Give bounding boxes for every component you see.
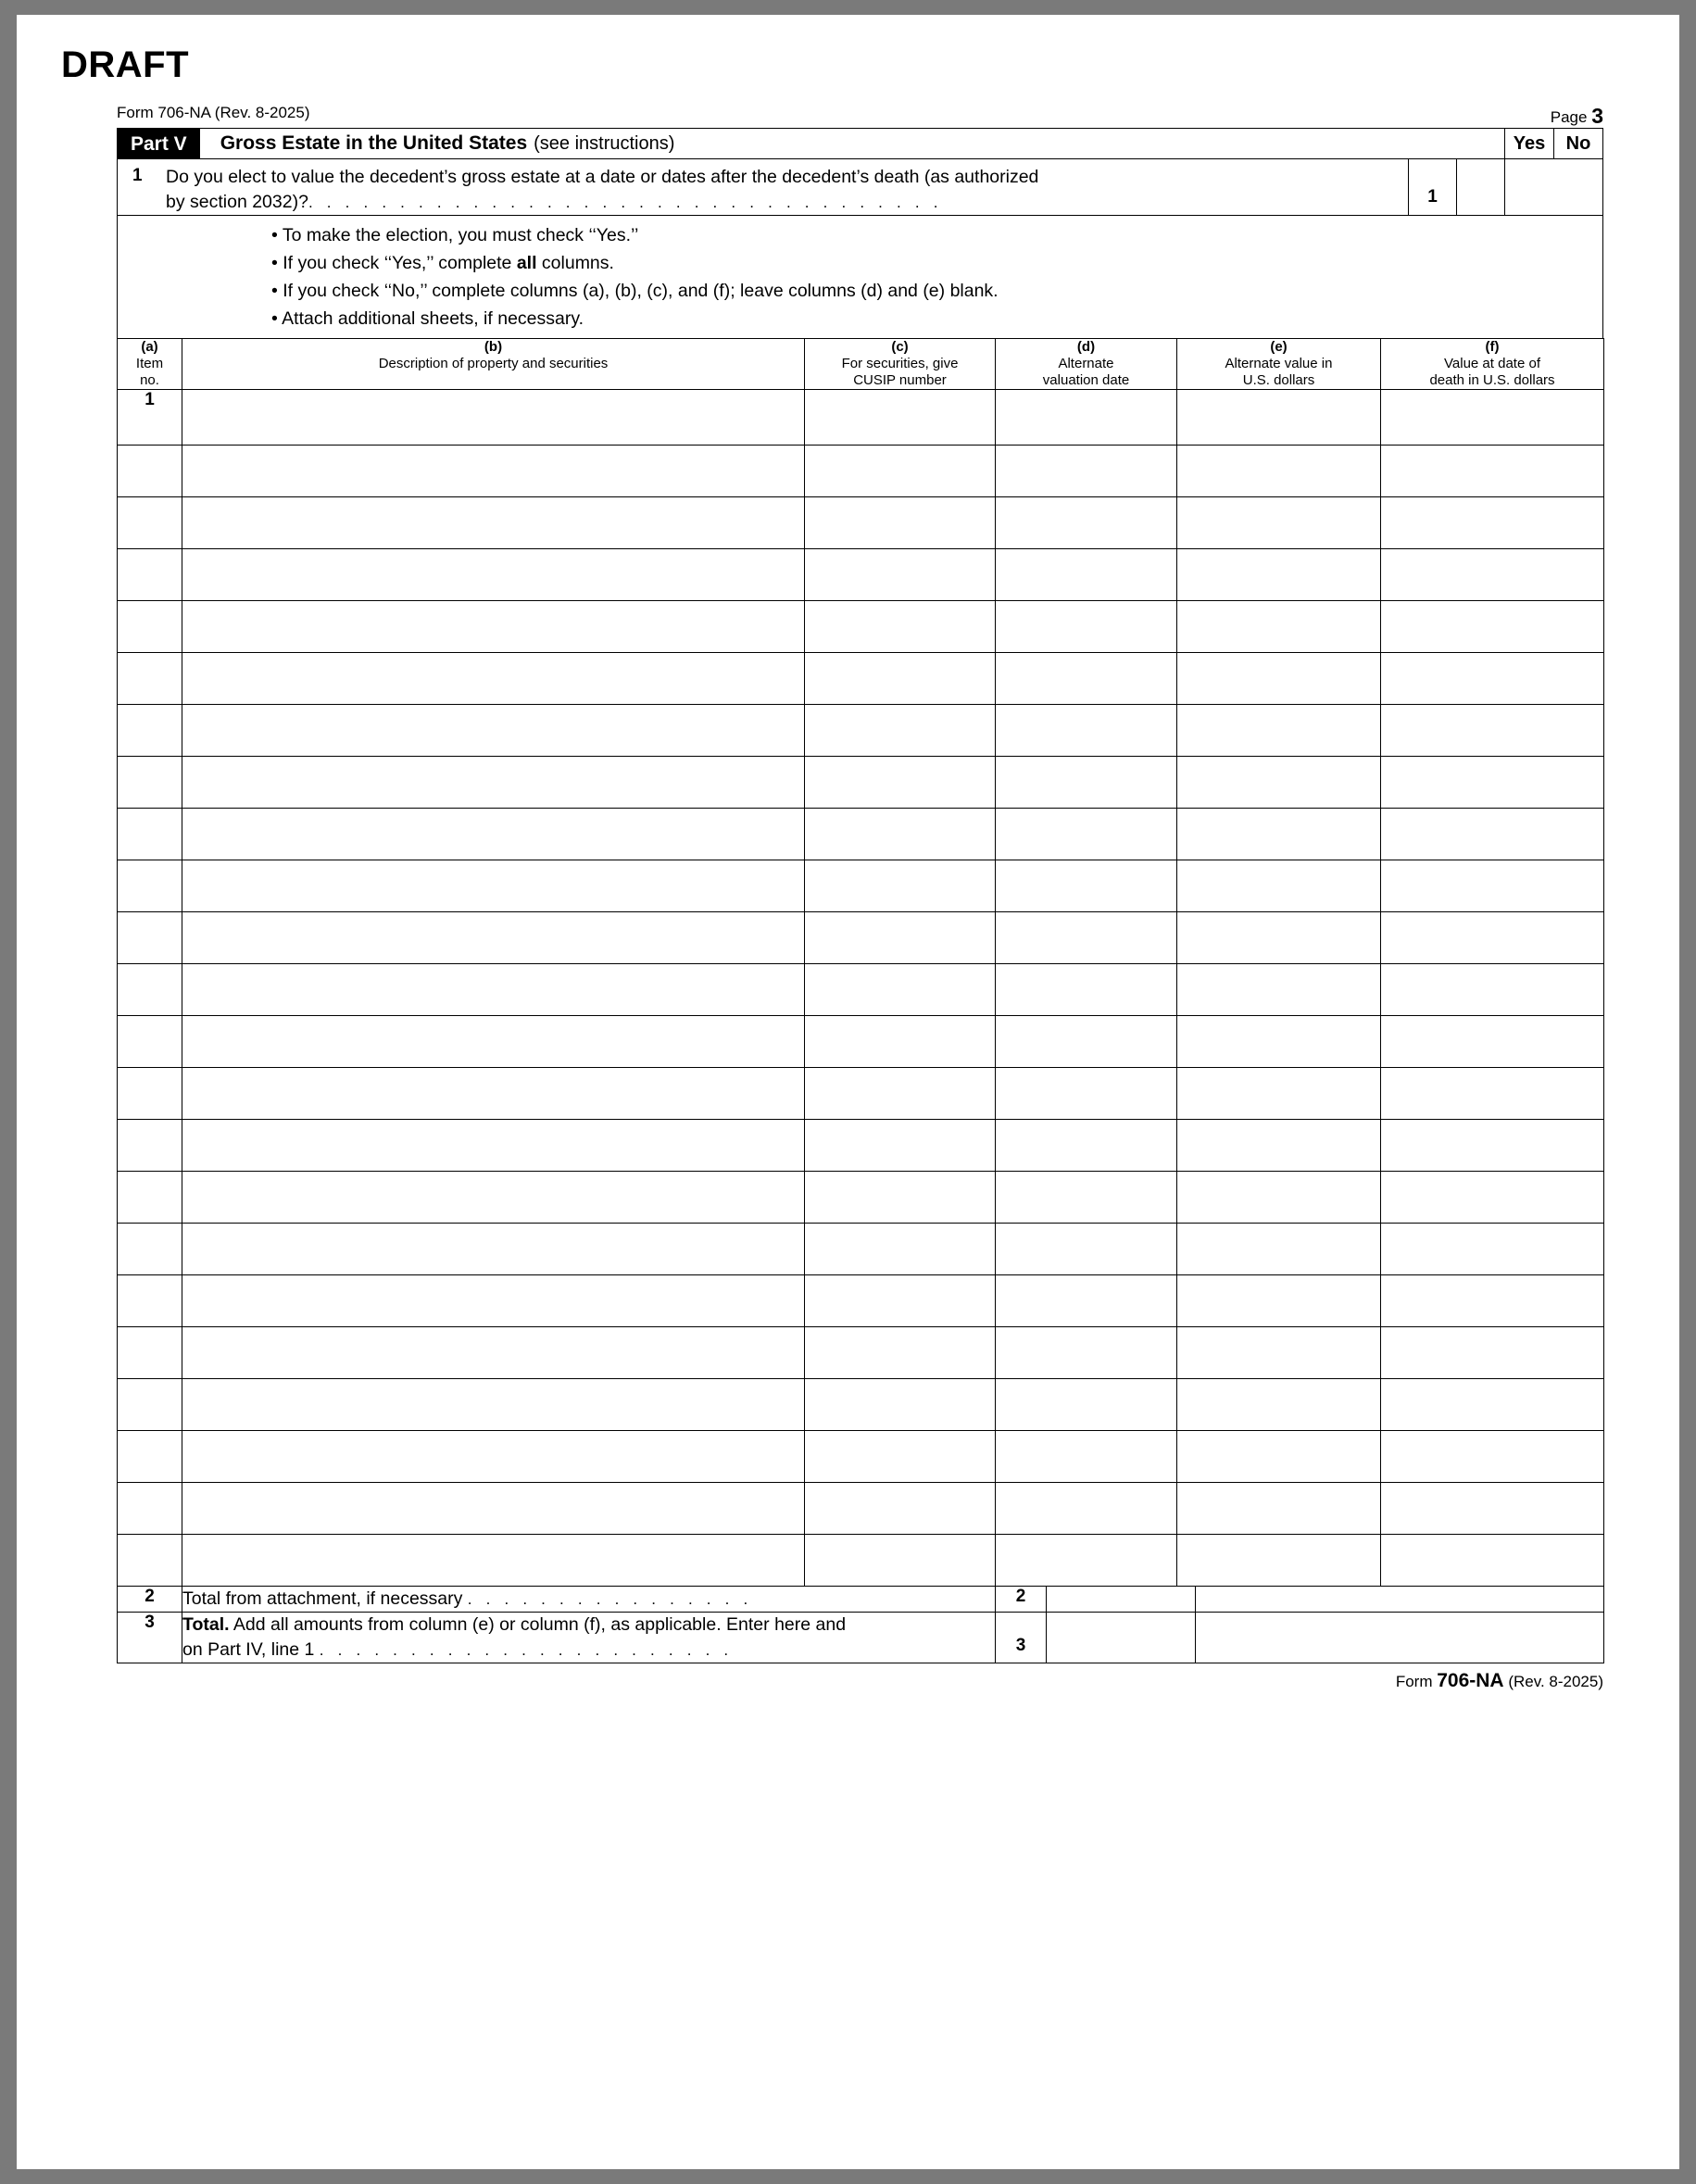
alternate-value-cell[interactable] [1177, 1535, 1381, 1587]
alternate-value-cell[interactable] [1177, 653, 1381, 705]
cusip-cell[interactable] [805, 1327, 996, 1379]
total-row-3-value-e[interactable] [1047, 1613, 1196, 1663]
cusip-cell[interactable] [805, 964, 996, 1016]
alternate-value-cell[interactable] [1177, 390, 1381, 446]
date-of-death-value-cell[interactable] [1381, 912, 1604, 964]
item-number-cell [118, 1224, 182, 1275]
alternate-date-cell[interactable] [996, 964, 1177, 1016]
date-of-death-value-cell[interactable] [1381, 549, 1604, 601]
page-label: Page [1550, 108, 1588, 126]
column-key-b: (b) [484, 339, 503, 355]
alternate-value-cell[interactable] [1177, 757, 1381, 809]
cusip-cell[interactable] [805, 705, 996, 757]
cusip-cell[interactable] [805, 549, 996, 601]
alternate-date-cell[interactable] [996, 1275, 1177, 1327]
column-label-f-line1: Value at date of [1444, 356, 1540, 371]
item-number-cell [118, 1120, 182, 1172]
alternate-value-cell[interactable] [1177, 601, 1381, 653]
alternate-date-cell[interactable] [996, 1120, 1177, 1172]
question-1-row [117, 158, 1603, 216]
question-1-line2: by section 2032)? [166, 192, 308, 212]
part-title-text: Gross Estate in the United States [220, 132, 528, 154]
column-label-d-line1: Alternate [1058, 356, 1114, 371]
table-row [118, 1172, 1604, 1224]
item-number-cell [118, 705, 182, 757]
no-column-header: No [1553, 129, 1602, 158]
cusip-cell[interactable] [805, 497, 996, 549]
alternate-date-cell[interactable] [996, 601, 1177, 653]
cusip-cell[interactable] [805, 1535, 996, 1587]
alternate-value-cell[interactable] [1177, 1483, 1381, 1535]
form-header [117, 104, 1603, 128]
total-row-3-label [182, 1613, 996, 1663]
question-1-number: 1 [132, 166, 143, 185]
item-number-cell [118, 1483, 182, 1535]
total-row-3-line2: on Part IV, line 1 [182, 1639, 315, 1660]
cusip-cell[interactable] [805, 1068, 996, 1120]
question-1-text [166, 165, 1408, 215]
cusip-cell[interactable] [805, 1431, 996, 1483]
footer-prefix: Form [1395, 1673, 1438, 1690]
date-of-death-value-cell[interactable] [1381, 1379, 1604, 1431]
total-row-3 [118, 1613, 1604, 1663]
alternate-value-cell[interactable] [1177, 1327, 1381, 1379]
description-cell[interactable] [182, 1379, 805, 1431]
bullet-2-bold: all [516, 253, 537, 273]
bullet-item [118, 249, 1602, 277]
description-cell[interactable] [182, 757, 805, 809]
alternate-value-cell[interactable] [1177, 705, 1381, 757]
date-of-death-value-cell[interactable] [1381, 1016, 1604, 1068]
total-row-3-number: 3 [118, 1613, 182, 1663]
page-indicator [1551, 104, 1603, 129]
form-page [17, 15, 1679, 2169]
total-row-3-bold: Total. [182, 1614, 230, 1635]
table-row [118, 757, 1604, 809]
cusip-cell[interactable] [805, 809, 996, 860]
alternate-date-cell[interactable] [996, 1224, 1177, 1275]
part-tag: Part V [118, 129, 200, 158]
form-content [117, 104, 1603, 1698]
item-number-cell [118, 1275, 182, 1327]
date-of-death-value-cell[interactable] [1381, 446, 1604, 497]
description-cell[interactable] [182, 705, 805, 757]
total-row-3-leader: . . . . . . . . . . . . . . . . . . . . . . . [319, 1641, 734, 1659]
alternate-date-cell[interactable] [996, 912, 1177, 964]
footer-rev: (Rev. 8-2025) [1503, 1673, 1603, 1690]
item-number-cell [118, 1431, 182, 1483]
cusip-cell[interactable] [805, 446, 996, 497]
alternate-date-cell[interactable] [996, 1535, 1177, 1587]
column-label-b: Description of property and securities [378, 356, 609, 371]
alternate-value-cell[interactable] [1177, 497, 1381, 549]
item-number-cell [118, 1379, 182, 1431]
date-of-death-value-cell[interactable] [1381, 964, 1604, 1016]
total-row-2-text: Total from attachment, if necessary [182, 1588, 463, 1609]
alternate-value-cell[interactable] [1177, 1224, 1381, 1275]
alternate-date-cell[interactable] [996, 1068, 1177, 1120]
column-label-d-line2: valuation date [1042, 372, 1130, 388]
item-number-cell [118, 601, 182, 653]
date-of-death-value-cell[interactable] [1381, 1224, 1604, 1275]
item-number-cell [118, 1172, 182, 1224]
column-key-d: (d) [1076, 339, 1096, 355]
date-of-death-value-cell[interactable] [1381, 1431, 1604, 1483]
gross-estate-table [117, 338, 1604, 1587]
cusip-cell[interactable] [805, 912, 996, 964]
part-v-header [117, 128, 1603, 158]
column-header-c [805, 339, 996, 390]
date-of-death-value-cell[interactable] [1381, 1275, 1604, 1327]
table-header-row [118, 339, 1604, 390]
description-cell[interactable] [182, 549, 805, 601]
alternate-value-cell[interactable] [1177, 809, 1381, 860]
form-id-label: Form 706-NA (Rev. 8-2025) [117, 104, 310, 121]
total-row-2-label [182, 1587, 996, 1613]
table-row [118, 809, 1604, 860]
total-row-2-value-e[interactable] [1047, 1587, 1196, 1613]
alternate-date-cell[interactable] [996, 497, 1177, 549]
alternate-value-cell[interactable] [1177, 1275, 1381, 1327]
total-row-3-line-number: 3 [996, 1613, 1047, 1663]
description-cell[interactable] [182, 1172, 805, 1224]
alternate-date-cell[interactable] [996, 860, 1177, 912]
bullet-item: • To make the election, you must check ‘‘Yes.’’ [271, 225, 639, 245]
date-of-death-value-cell[interactable] [1381, 601, 1604, 653]
table-row [118, 964, 1604, 1016]
column-key-f: (f) [1485, 339, 1500, 355]
table-row [118, 549, 1604, 601]
column-key-c: (c) [891, 339, 909, 355]
table-row [118, 860, 1604, 912]
description-cell[interactable] [182, 1327, 805, 1379]
date-of-death-value-cell[interactable] [1381, 1120, 1604, 1172]
cusip-cell[interactable] [805, 1275, 996, 1327]
description-cell[interactable] [182, 1535, 805, 1587]
item-number-cell [118, 446, 182, 497]
column-header-d [996, 339, 1177, 390]
description-cell[interactable] [182, 390, 805, 446]
alternate-date-cell[interactable] [996, 1327, 1177, 1379]
description-cell[interactable] [182, 809, 805, 860]
item-number-cell [118, 1016, 182, 1068]
totals-table [117, 1586, 1604, 1663]
alternate-date-cell[interactable] [996, 809, 1177, 860]
alternate-date-cell[interactable] [996, 705, 1177, 757]
item-number-cell [118, 809, 182, 860]
cusip-cell[interactable] [805, 1483, 996, 1535]
table-row [118, 653, 1604, 705]
table-row [118, 912, 1604, 964]
item-number-cell [118, 1068, 182, 1120]
bullet-item: • Attach additional sheets, if necessary. [271, 308, 584, 329]
description-cell[interactable] [182, 601, 805, 653]
column-header-b [182, 339, 805, 390]
date-of-death-value-cell[interactable] [1381, 757, 1604, 809]
table-row [118, 1379, 1604, 1431]
description-cell[interactable] [182, 497, 805, 549]
alternate-value-cell[interactable] [1177, 1379, 1381, 1431]
column-label-c-line1: For securities, give [841, 356, 959, 371]
total-row-3-text: Add all amounts from column (e) or column (f), as applicable. Enter here and [229, 1614, 847, 1635]
question-1-leader: . . . . . . . . . . . . . . . . . . . . . . . . . . . . . . . . . . . [308, 194, 943, 211]
table-body [118, 390, 1604, 1587]
table-row [118, 1016, 1604, 1068]
cusip-cell[interactable] [805, 1224, 996, 1275]
item-number-cell [118, 1327, 182, 1379]
cusip-cell[interactable] [805, 1120, 996, 1172]
table-row [118, 446, 1604, 497]
description-cell[interactable] [182, 1431, 805, 1483]
alternate-value-cell[interactable] [1177, 860, 1381, 912]
column-label-f-line2: death in U.S. dollars [1429, 372, 1555, 388]
date-of-death-value-cell[interactable] [1381, 1068, 1604, 1120]
description-cell[interactable] [182, 1224, 805, 1275]
alternate-date-cell[interactable] [996, 1016, 1177, 1068]
alternate-value-cell[interactable] [1177, 446, 1381, 497]
item-number-cell [118, 549, 182, 601]
part-title [200, 129, 1504, 158]
item-number-cell [118, 1535, 182, 1587]
alternate-date-cell[interactable] [996, 1431, 1177, 1483]
part-title-note: (see instructions) [534, 132, 675, 154]
date-of-death-value-cell[interactable] [1381, 860, 1604, 912]
date-of-death-value-cell[interactable] [1381, 390, 1604, 446]
table-row [118, 1224, 1604, 1275]
alternate-date-cell[interactable] [996, 653, 1177, 705]
item-number-cell: 1 [118, 390, 182, 446]
alternate-date-cell[interactable] [996, 1172, 1177, 1224]
date-of-death-value-cell[interactable] [1381, 1535, 1604, 1587]
alternate-value-cell[interactable] [1177, 964, 1381, 1016]
election-instructions [117, 216, 1603, 338]
question-1-line1: Do you elect to value the decedent’s gross estate at a date or dates after the decedent’s death (as authorized [166, 167, 1039, 187]
cusip-cell[interactable] [805, 1379, 996, 1431]
cusip-cell[interactable] [805, 601, 996, 653]
alternate-date-cell[interactable] [996, 390, 1177, 446]
description-cell[interactable] [182, 1483, 805, 1535]
cusip-cell[interactable] [805, 860, 996, 912]
bullet-2-pre: • If you check ‘‘Yes,’’ complete [271, 253, 517, 273]
description-cell[interactable] [182, 653, 805, 705]
date-of-death-value-cell[interactable] [1381, 497, 1604, 549]
alternate-value-cell[interactable] [1177, 1172, 1381, 1224]
table-row [118, 497, 1604, 549]
bullet-2-post: columns. [536, 253, 614, 273]
date-of-death-value-cell[interactable] [1381, 809, 1604, 860]
yes-column-header: Yes [1504, 129, 1553, 158]
item-number-cell [118, 964, 182, 1016]
description-cell[interactable] [182, 1120, 805, 1172]
bullet-item: • If you check ‘‘No,’’ complete columns (a), (b), (c), and (f); leave columns (d) and (e) blank. [271, 281, 999, 301]
alternate-date-cell[interactable] [996, 1379, 1177, 1431]
column-label-c-line2: CUSIP number [853, 372, 947, 388]
alternate-value-cell[interactable] [1177, 912, 1381, 964]
description-cell[interactable] [182, 860, 805, 912]
table-row [118, 601, 1604, 653]
cusip-cell[interactable] [805, 757, 996, 809]
alternate-value-cell[interactable] [1177, 1016, 1381, 1068]
column-key-a: (a) [141, 339, 158, 355]
cusip-cell[interactable] [805, 1172, 996, 1224]
table-row [118, 1535, 1604, 1587]
description-cell[interactable] [182, 964, 805, 1016]
date-of-death-value-cell[interactable] [1381, 1172, 1604, 1224]
table-row [118, 1483, 1604, 1535]
item-number-cell [118, 757, 182, 809]
date-of-death-value-cell[interactable] [1381, 1483, 1604, 1535]
form-footer [117, 1670, 1603, 1698]
alternate-date-cell[interactable] [996, 549, 1177, 601]
total-row-2 [118, 1587, 1604, 1613]
column-header-e [1177, 339, 1381, 390]
question-1-line-number: 1 [1408, 159, 1456, 215]
item-number-cell [118, 912, 182, 964]
total-row-2-line-number: 2 [996, 1587, 1047, 1613]
item-number-cell [118, 860, 182, 912]
column-key-e: (e) [1270, 339, 1288, 355]
date-of-death-value-cell[interactable] [1381, 1327, 1604, 1379]
cusip-cell[interactable] [805, 390, 996, 446]
footer-form-number: 706-NA [1437, 1670, 1504, 1691]
alternate-date-cell[interactable] [996, 1483, 1177, 1535]
cusip-cell[interactable] [805, 653, 996, 705]
draft-watermark: DRAFT [61, 44, 190, 85]
page-number: 3 [1591, 104, 1603, 128]
total-row-2-value-f[interactable] [1196, 1587, 1604, 1613]
table-row [118, 1120, 1604, 1172]
table-row [118, 705, 1604, 757]
table-row [118, 1068, 1604, 1120]
cusip-cell[interactable] [805, 1016, 996, 1068]
table-row [118, 1275, 1604, 1327]
description-cell[interactable] [182, 1016, 805, 1068]
column-header-f [1381, 339, 1604, 390]
question-1-yes-checkbox[interactable] [1456, 159, 1504, 215]
alternate-value-cell[interactable] [1177, 1068, 1381, 1120]
alternate-value-cell[interactable] [1177, 1120, 1381, 1172]
alternate-date-cell[interactable] [996, 757, 1177, 809]
date-of-death-value-cell[interactable] [1381, 705, 1604, 757]
item-number-cell [118, 497, 182, 549]
column-label-e-line1: Alternate value in [1225, 356, 1333, 371]
question-1-no-checkbox[interactable] [1504, 159, 1552, 215]
column-label-a-line1: Item [135, 356, 164, 371]
table-row [118, 390, 1604, 446]
description-cell[interactable] [182, 912, 805, 964]
alternate-value-cell[interactable] [1177, 549, 1381, 601]
table-row [118, 1327, 1604, 1379]
column-label-a-line2: no. [140, 372, 159, 388]
column-header-a [118, 339, 182, 390]
total-row-2-number: 2 [118, 1587, 182, 1613]
alternate-date-cell[interactable] [996, 446, 1177, 497]
alternate-value-cell[interactable] [1177, 1431, 1381, 1483]
table-row [118, 1431, 1604, 1483]
description-cell[interactable] [182, 1068, 805, 1120]
date-of-death-value-cell[interactable] [1381, 653, 1604, 705]
description-cell[interactable] [182, 446, 805, 497]
item-number-cell [118, 653, 182, 705]
description-cell[interactable] [182, 1275, 805, 1327]
column-label-e-line2: U.S. dollars [1242, 372, 1315, 388]
total-row-2-leader: . . . . . . . . . . . . . . . . [467, 1590, 753, 1608]
total-row-3-value-f[interactable] [1196, 1613, 1604, 1663]
